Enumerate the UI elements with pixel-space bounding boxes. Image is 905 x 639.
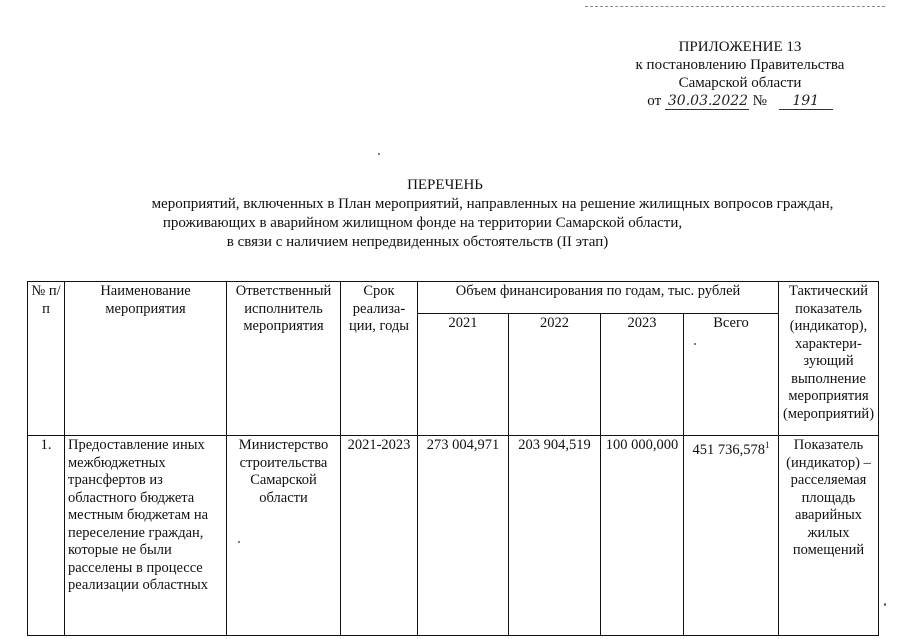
header-indicator: Тактический показатель (индикатор), характери-зующий выполнение мероприятия (мероприятий): [779, 282, 879, 436]
scan-edge-line: [585, 6, 885, 7]
header-executor: Ответственный исполнитель мероприятия: [227, 282, 341, 436]
document-title: ПЕРЕЧЕНЬ: [407, 177, 483, 193]
handwritten-number: 191: [779, 93, 833, 110]
row-total-cell: [684, 436, 779, 636]
header-2023: 2023: [601, 314, 684, 436]
appendix-line-3: Самарской области: [678, 75, 802, 91]
row-2021: 273 004,971: [418, 436, 509, 636]
header-2021: 2021: [418, 314, 509, 436]
row-executor: Министерство строительства Самарской области: [227, 436, 341, 636]
scan-speck: [694, 343, 696, 345]
row-name: Предоставление иных межбюджетных трансфертов из областного бюджета местным бюджетам на переселение граждан, которые не были расселены в процессе реализации областных: [65, 436, 227, 636]
header-2022: 2022: [509, 314, 601, 436]
header-funding: Объем финансирования по годам, тыс. рублей: [418, 282, 779, 314]
appendix-date-line: [600, 92, 880, 110]
header-num: № п/п: [28, 282, 65, 436]
table-row: [28, 436, 879, 636]
scan-speck: [238, 541, 240, 543]
row-2023: 100 000,000: [601, 436, 684, 636]
title-block: [0, 176, 905, 252]
scan-speck: [884, 603, 886, 606]
title-line-1: мероприятий, включенных в План мероприятий, направленных на решение жилищных вопросов граждан,: [151, 196, 834, 212]
scan-speck: [378, 153, 380, 155]
appendix-block: [600, 38, 880, 110]
from-label: от: [647, 93, 662, 109]
appendix-title: ПРИЛОЖЕНИЕ 13: [678, 39, 802, 55]
row-total-footnote: 1: [765, 440, 770, 450]
row-period: 2021-2023: [341, 436, 418, 636]
title-line-2: проживающих в аварийном жилищном фонде на территории Самарской области,: [162, 215, 683, 231]
row-total: 451 736,578: [692, 441, 765, 458]
appendix-line-2: к постановлению Правительства: [635, 57, 845, 73]
header-name: Наименование мероприятия: [65, 282, 227, 436]
number-label: №: [752, 93, 767, 109]
header-period: Срок реализа-ции, годы: [341, 282, 418, 436]
title-line-3: в связи с наличием непредвиденных обстоятельств (II этап): [226, 234, 609, 250]
table-header-row-1: [28, 282, 879, 314]
handwritten-date: 30.03.2022: [665, 93, 749, 110]
row-indicator: Показатель (индикатор) – расселяемая площадь аварийных жилых помещений: [779, 436, 879, 636]
measures-table: [27, 281, 879, 636]
row-num: 1.: [28, 436, 65, 636]
row-2022: 203 904,519: [509, 436, 601, 636]
header-total: Всего: [684, 314, 779, 436]
